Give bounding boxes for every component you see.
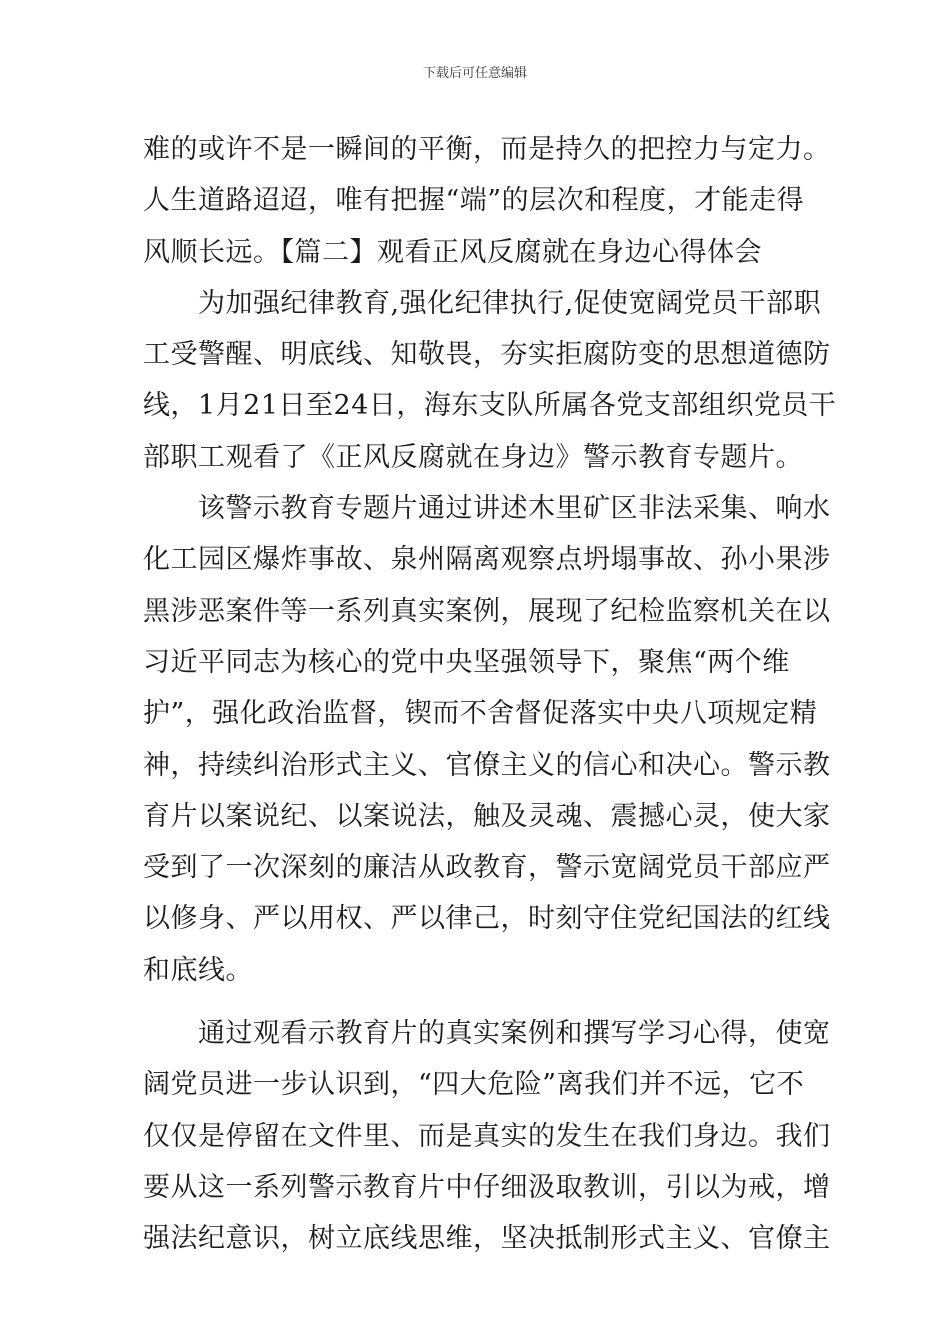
text-line: 化工园区爆炸事故、泉州隔离观察点坍塌事故、孙小果涉: [143, 544, 831, 576]
text-line: 习近平同志为核心的党中央坚强领导下，聚焦“两个维: [143, 646, 790, 678]
text-line: 仅仅是停留在文件里、而是真实的发生在我们身边。我们: [143, 1120, 831, 1152]
text-line: 难的或许不是一瞬间的平衡，而是持久的把控力与定力。: [143, 134, 831, 165]
text-line: 阔党员进一步认识到，“四大危险”离我们并不远，它不: [143, 1069, 805, 1101]
paragraph-reflection: [143, 1008, 831, 1264]
text-line: 受到了一次深刻的廉洁从政教育，警示宽阔党员干部应严: [143, 852, 831, 884]
text-line: 要从这一系列警示教育片中仔细汲取教训，引以为戒，增: [143, 1171, 831, 1203]
text-line: 护”，强化政治监督，锲而不舍督促落实中央八项规定精: [143, 698, 818, 730]
page-header: 下载后可任意编辑: [422, 66, 527, 81]
text-line: 线，1月21日至24日，海东支队所属各党支部组织党员干: [143, 390, 837, 422]
text-line: 风顺长远。【篇二】观看正风反腐就在身边心得体会: [143, 236, 762, 268]
text-line: 育片以案说纪、以案说法，触及灵魂、震撼心灵，使大家: [143, 800, 831, 832]
paragraph-continuation: [143, 124, 831, 278]
text-line: 神，持续纠治形式主义、官僚主义的信心和决心。警示教: [143, 749, 831, 781]
text-line: 强法纪意识，树立底线思维，坚决抵制形式主义、官僚主: [143, 1223, 831, 1255]
text-line: 和底线。: [143, 954, 253, 986]
text-line: 该警示教育专题片通过讲述木里矿区非法采集、响水: [143, 493, 831, 525]
document-body: [143, 124, 837, 1265]
text-line: 通过观看示教育片的真实案例和撰写学习心得，使宽: [143, 1018, 831, 1050]
text-line: 部职工观看了《正风反腐就在身边》警示教育专题片。: [143, 441, 803, 473]
text-line: 工受警醒、明底线、知敬畏，夯实拒腐防变的思想道德防: [143, 339, 831, 371]
text-line: 人生道路迢迢，唯有把握“端”的层次和程度，才能走得: [143, 185, 805, 217]
paragraph-film-summary: [143, 483, 831, 996]
text-line: 为加强纪律教育,强化纪律执行,促使宽阔党员干部职: [143, 287, 822, 319]
text-line: 以修身、严以用权、严以律己，时刻守住党纪国法的红线: [143, 903, 831, 935]
paragraph-intro: [143, 278, 837, 483]
text-line: 黑涉恶案件等一系列真实案例，展现了纪检监察机关在以: [143, 595, 831, 627]
paragraph-gap: [143, 996, 809, 1008]
